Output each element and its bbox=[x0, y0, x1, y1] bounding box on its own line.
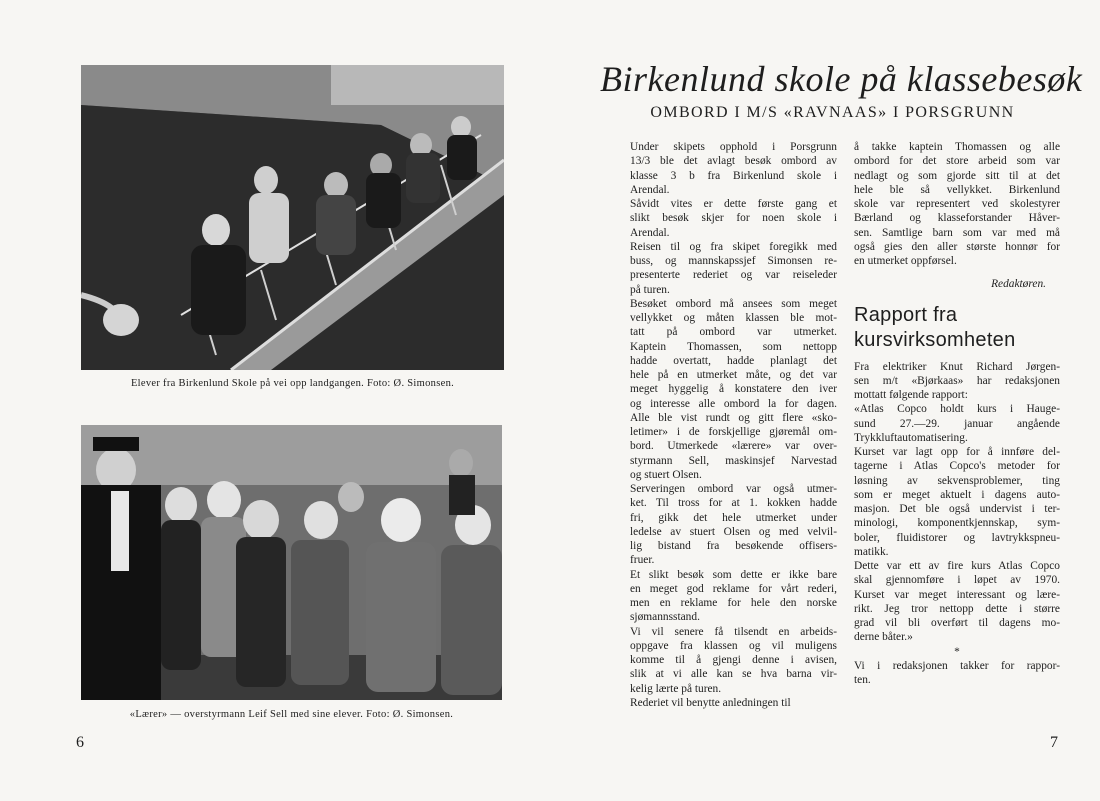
text-line: Kurset var lagt opp for å innføre del- bbox=[854, 446, 1060, 458]
text-line: Kaptein Thomassen, som nettopp bbox=[630, 340, 837, 353]
group-photo bbox=[81, 425, 502, 700]
text-line: ombord for det store arbeid som var bbox=[854, 155, 1060, 168]
text-line: lig bistand fra besøkende offisers- bbox=[630, 540, 837, 552]
text-line: Vi i redaksjonen takker for rappor- bbox=[854, 659, 1060, 672]
text-line: boler, fluidistorer og lavtrykkspneu- bbox=[854, 531, 1060, 544]
text-line: også gies den aller største honnør for bbox=[854, 240, 1060, 253]
text-line: letimer» i de forskjellige gjøremål om- bbox=[630, 426, 837, 438]
article-column-2-text bbox=[854, 140, 1060, 268]
text-line: Kurset var meget interessant og lære- bbox=[854, 588, 1060, 601]
text-line: Reisen til og fra skipet foregikk med bbox=[630, 240, 837, 253]
separator-star: * bbox=[954, 645, 960, 658]
text-line: og interesse alle ombord la for dagen. bbox=[630, 397, 837, 410]
text-line: grad vil bli overført til dagens mo- bbox=[854, 617, 1060, 629]
text-line: fri, gikk det hele utmerket under bbox=[630, 511, 837, 524]
text-line: bord. Utmerkede «lærere» var over- bbox=[630, 440, 837, 453]
section-heading-line-2: kursvirksomheten bbox=[854, 328, 1016, 351]
text-line: fruer. bbox=[630, 554, 655, 567]
text-line: styrmann Sell, maskinsjef Narvestad bbox=[630, 454, 837, 467]
text-line: Et slikt besøk som dette er ikke bare bbox=[630, 568, 837, 581]
section-heading-line-1: Rapport fra bbox=[854, 303, 958, 326]
text-line: nedlagt og som gjorde sitt til at det bbox=[854, 169, 1060, 182]
text-line: Trykkluftautomatisering. bbox=[854, 431, 968, 444]
text-line: komme til å gjengi denne i avisen, bbox=[630, 654, 837, 666]
text-line: derne båter.» bbox=[854, 631, 913, 644]
text-line: ten. bbox=[854, 674, 871, 686]
photo-caption-1: Elever fra Birkenlund Skole på vei opp landgangen. Foto: Ø. Simonsen. bbox=[130, 378, 455, 389]
text-line: meget hyggelig å konstatere den iver bbox=[630, 383, 837, 396]
text-line: men en reklame for hele den norske bbox=[630, 597, 837, 609]
page-number-left: 6 bbox=[76, 734, 84, 751]
photo-gangway-icon bbox=[81, 65, 504, 370]
text-line: Vi vil senere få tilsendt en arbeids- bbox=[630, 625, 837, 638]
text-line: sjømannsstand. bbox=[630, 611, 700, 624]
editor-signature: Redaktøren. bbox=[991, 278, 1046, 291]
gangway-photo bbox=[81, 65, 504, 370]
text-line: Arendal. bbox=[630, 183, 670, 196]
text-line: Såvidt vites er dette første gang et bbox=[630, 198, 837, 210]
report-text bbox=[854, 360, 1060, 645]
text-line: tagerne i Atlas Copco's metoder for bbox=[854, 460, 1060, 473]
text-line: Alle ble vist rundt og gitt flere «sko- bbox=[630, 411, 837, 424]
text-line: skal gjennomføre i løpet av 1970. bbox=[854, 574, 1060, 587]
text-line: klasse 3 b fra Birkenlund skole i bbox=[630, 169, 837, 182]
page-number-right: 7 bbox=[1050, 734, 1058, 751]
text-line: mottatt følgende rapport: bbox=[854, 389, 968, 401]
text-line: buss, og mannskapssjef Simonsen re- bbox=[630, 255, 837, 267]
article-subtitle: OMBORD I M/S «RAVNAAS» I PORSGRUNN bbox=[650, 104, 1015, 121]
text-line: som er meget aktuelt i dagens auto- bbox=[854, 488, 1060, 501]
text-line: tatt på ombord var utmerket. bbox=[630, 326, 837, 339]
text-line: sen. Samtlige barn som var med må bbox=[854, 226, 1060, 239]
text-line: Besøket ombord må ansees som meget bbox=[630, 297, 837, 310]
text-line: 13/3 ble det avlagt besøk ombord av bbox=[630, 155, 837, 168]
text-line: «Atlas Copco holdt kurs i Hauge- bbox=[854, 403, 1060, 416]
text-line: en utmerket oppførsel. bbox=[854, 255, 957, 267]
text-line: Dette var ett av fire kurs Atlas Copco bbox=[854, 560, 1060, 572]
text-line: løsning av sekvensproblemer, ting bbox=[854, 474, 1060, 487]
report-closing bbox=[854, 659, 1060, 688]
text-line: en meget god reklame for vårt rederi, bbox=[630, 582, 837, 595]
text-line: hele på en utmerket måte, og det var bbox=[630, 369, 837, 381]
photo-caption-2: «Lærer» — overstyrmann Leif Sell med sine elever. Foto: Ø. Simonsen. bbox=[129, 709, 454, 720]
text-line: sen m/t «Bjørkaas» har redaksjonen bbox=[854, 374, 1060, 387]
article-column-2 bbox=[854, 140, 1060, 687]
text-line: rikt. Jeg tror nettopp dette i større bbox=[854, 602, 1060, 615]
text-line: slik at vi alle kan se hva barna vir- bbox=[630, 668, 837, 681]
text-line: Fra elektriker Knut Richard Jørgen- bbox=[854, 360, 1060, 373]
text-line: Rederiet vil benytte anledningen til bbox=[630, 696, 791, 709]
text-line: hele ble så vellykket. Birkenlund bbox=[854, 183, 1060, 196]
text-line: Bærland og klasseforstander Håver- bbox=[854, 212, 1060, 225]
text-line: skole var representert ved skolestyrer bbox=[854, 198, 1060, 210]
text-line: matikk. bbox=[854, 545, 889, 558]
article-column-1 bbox=[630, 140, 837, 710]
text-line: ket. Til tross for at 1. kokken hadde bbox=[630, 497, 837, 510]
text-line: oppgave fra klassen og vil muligens bbox=[630, 639, 837, 652]
text-line: vellykket og måten klassen ble mot- bbox=[630, 312, 837, 324]
article-title: Birkenlund skole på klassebesøk bbox=[600, 59, 1083, 99]
photo-group-icon bbox=[81, 425, 502, 700]
text-line: ledelse av stuert Olsen og med velvil- bbox=[630, 525, 837, 538]
section-heading bbox=[854, 303, 1060, 353]
text-line: Arendal. bbox=[630, 226, 670, 239]
text-line: på turen. bbox=[630, 283, 670, 296]
text-line: Serveringen ombord var også utmer- bbox=[630, 483, 837, 495]
text-line: å takke kaptein Thomassen og alle bbox=[854, 141, 1060, 153]
text-line: og stuert Olsen. bbox=[630, 468, 702, 481]
text-line: minologi, komponentkjennskap, sym- bbox=[854, 517, 1060, 530]
text-line: presenterte rederiet og var reiseleder bbox=[630, 269, 837, 282]
text-line: masjon. Det ble også undervist i ter- bbox=[854, 503, 1060, 515]
text-line: hadde overtatt, hadde planlagt det bbox=[630, 354, 837, 367]
text-line: kelig lærte på turen. bbox=[630, 682, 722, 695]
text-line: sund 27.—29. januar angående bbox=[854, 417, 1060, 430]
text-line: Under skipets opphold i Porsgrunn bbox=[630, 141, 837, 153]
text-line: slikt besøk skjer for noen skole i bbox=[630, 212, 837, 225]
